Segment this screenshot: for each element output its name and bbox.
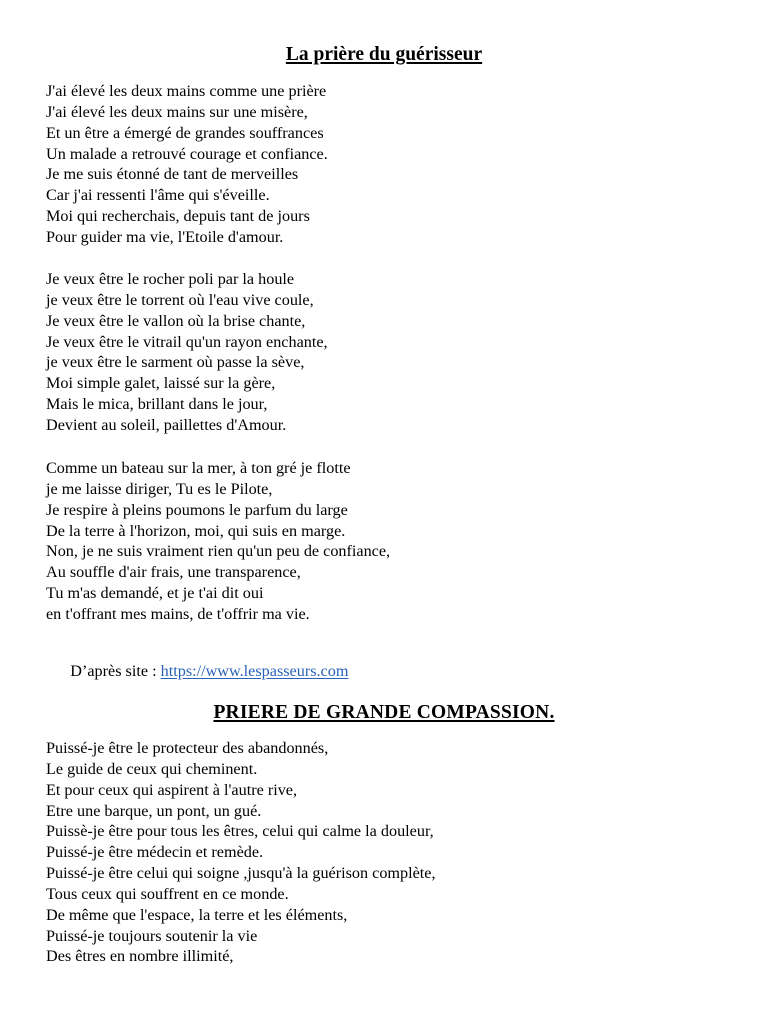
source-attribution [46,640,722,703]
poem-line: Puissé-je être médecin et remède. [46,843,264,862]
poem-line: Mais le mica, brillant dans le jour, [46,395,268,414]
poem-line: Devient au soleil, paillettes d'Amour. [46,415,287,434]
poem-line: je me laisse diriger, Tu es le Pilote, [46,479,273,498]
poem-line: je veux être le torrent où l'eau vive coule, [46,290,314,309]
poem-line: en t'offrant mes mains, de t'offrir ma vie. [46,604,310,623]
poem-line: Je respire à pleins poumons le parfum du large [46,500,348,519]
source-link[interactable]: https://www.lespasseurs.com [160,661,349,680]
poem-line: Je veux être le vitrail qu'un rayon enchante, [46,332,328,351]
poem-line: Etre une barque, un pont, un gué. [46,801,262,820]
poem-line: Moi simple galet, laissé sur la gère, [46,374,276,393]
poem-2-title-container [46,702,722,723]
poem-line: Je veux être le vallon où la brise chante, [46,311,306,330]
poem-line: Pour guider ma vie, l'Etoile d'amour. [46,227,284,246]
poem-line: je veux être le sarment où passe la sève, [46,353,305,372]
poem-line: Un malade a retrouvé courage et confiance. [46,144,328,163]
poem-line: Comme un bateau sur la mer, à ton gré je flotte [46,459,351,477]
poem-line: De même que l'espace, la terre et les éléments, [46,905,348,924]
poem-line: Car j'ai ressenti l'âme qui s'éveille. [46,186,270,205]
poem-line: Je me suis étonné de tant de merveilles [46,165,299,184]
poem-line: De la terre à l'horizon, moi, qui suis en marge. [46,521,346,540]
page-title-la-priere-du-guerisseur: La prière du guérisseur [285,44,483,65]
poem-1-stanza-2 [46,269,722,436]
poem-line: Tous ceux qui souffrent en ce monde. [46,884,289,903]
poem-line: Puissé-je être celui qui soigne ,jusqu'à la guérison complète, [46,864,436,883]
poem-line: Et un être a émergé de grandes souffrances [46,123,324,142]
poem-line: Au souffle d'air frais, une transparence, [46,563,301,582]
poem-line: Puissé-je toujours soutenir la vie [46,926,258,945]
poem-line: J'ai élevé les deux mains comme une prière [46,82,327,100]
poem-line: J'ai élevé les deux mains sur une misère, [46,102,308,121]
poem-line: Des êtres en nombre illimité, [46,947,234,966]
poem-line: Le guide de ceux qui cheminent. [46,759,258,778]
poem-line: Et pour ceux qui aspirent à l'autre rive, [46,780,298,799]
poem-line: Non, je ne suis vraiment rien qu'un peu de confiance, [46,542,391,561]
poem-1-stanza-1 [46,81,722,248]
poem-line: Tu m'as demandé, et je t'ai dit oui [46,584,264,603]
poem-line: Moi qui recherchais, depuis tant de jours [46,207,310,226]
page-title-priere-de-grande-compassion: PRIERE DE GRANDE COMPASSION. [213,702,555,723]
poem-line: Puissé-je être le protecteur des abandonnés, [46,739,329,757]
poem-1-title-container [46,44,722,65]
poem-1-stanza-3 [46,458,722,625]
poem-line: Je veux être le rocher poli par la houle [46,270,295,288]
poem-line: Puissè-je être pour tous les êtres, celui qui calme la douleur, [46,822,434,841]
poem-2-body [46,738,722,967]
attribution-label: D’après site : [70,661,161,680]
